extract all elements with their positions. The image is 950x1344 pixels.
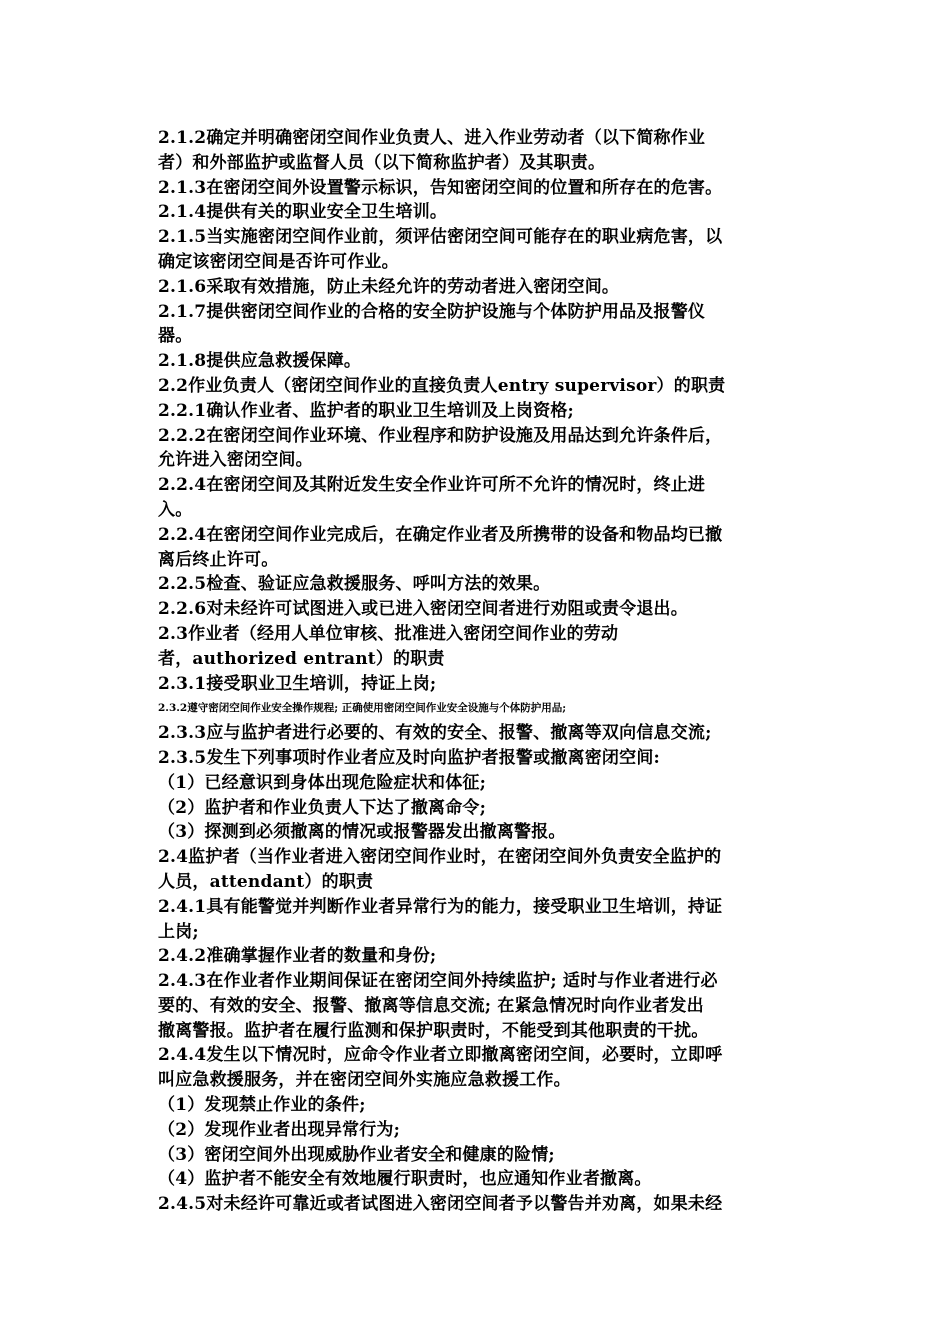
text-line: 2.1.6采取有效措施，防止未经允许的劳动者进入密闭空间。 (158, 276, 620, 297)
text-line: 2.1.7提供密闭空间作业的合格的安全防护设施与个体防护用品及报警仪 (158, 301, 706, 322)
text-line: 2.2.1确认作业者、监护者的职业卫生培训及上岗资格; (158, 400, 574, 421)
text-line: 2.1.8提供应急救援保障。 (158, 351, 362, 372)
list-item: （3）密闭空间外出现威胁作业者安全和健康的险情; (158, 1144, 555, 1165)
text-line: 2.1.4提供有关的职业安全卫生培训。 (158, 202, 448, 223)
text-line: 离后终止许可。 (158, 549, 279, 570)
section-heading: 2.2作业负责人（密闭空间作业的直接负责人entry supervisor）的职责 (158, 375, 726, 396)
text-line: 2.1.2确定并明确密闭空间作业负责人、进入作业劳动者（以下简称作业 (158, 128, 706, 148)
text-line: 上岗; (158, 921, 199, 942)
section-heading: 2.4监护者（当作业者进入密闭空间作业时，在密闭空间外负责安全监护的 (158, 847, 722, 868)
section-heading: 2.3作业者（经用人单位审核、批准进入密闭空间作业的劳动 (158, 623, 619, 644)
text-line: 要的、有效的安全、报警、撤离等信息交流; 在紧急情况时向作业者发出 (158, 995, 704, 1016)
small-text-line: 2.3.2遵守密闭空间作业安全操作规程; 正确使用密闭空间作业安全设施与个体防护用品; (158, 702, 567, 715)
list-item: （4）监护者不能安全有效地履行职责时，也应通知作业者撤离。 (158, 1169, 652, 1190)
text-line: 2.1.5当实施密闭空间作业前，须评估密闭空间可能存在的职业病危害，以 (158, 227, 723, 248)
text-line: 者）和外部监护或监督人员（以下简称监护者）及其职责。 (158, 152, 606, 173)
text-line: 2.4.2准确掌握作业者的数量和身份; (158, 946, 437, 967)
text-line: 入。 (158, 499, 193, 520)
text-line: 2.1.3在密闭空间外设置警示标识，告知密闭空间的位置和所存在的危害。 (158, 177, 723, 198)
text-line: 确定该密闭空间是否许可作业。 (158, 251, 399, 272)
text-line: 器。 (158, 326, 193, 347)
text-line: 2.4.3在作业者作业期间保证在密闭空间外持续监护; 适时与作业者进行必 (158, 971, 718, 992)
text-line: 2.3.3应与监护者进行必要的、有效的安全、报警、撤离等双向信息交流; (158, 723, 712, 744)
text-line: 2.3.1接受职业卫生培训，持证上岗; (158, 673, 437, 694)
text-line: 2.2.4在密闭空间作业完成后，在确定作业者及所携带的设备和物品均已撤 (158, 524, 723, 545)
text-line: 叫应急救援服务，并在密闭空间外实施应急救援工作。 (158, 1070, 571, 1091)
text-line: 2.4.5对未经许可靠近或者试图进入密闭空间者予以警告并劝离，如果未经 (158, 1194, 723, 1215)
text-line: 2.3.5发生下列事项时作业者应及时向监护者报警或撤离密闭空间: (158, 747, 660, 768)
section-heading: 人员，attendant）的职责 (158, 871, 374, 892)
document-page (158, 126, 798, 1217)
text-line: 2.2.4在密闭空间及其附近发生安全作业许可所不允许的情况时，终止进 (158, 475, 706, 496)
list-item: （1）发现禁止作业的条件; (158, 1095, 366, 1116)
list-item: （1）已经意识到身体出现危险症状和体征; (158, 772, 487, 793)
text-line: 2.4.4发生以下情况时，应命令作业者立即撤离密闭空间，必要时，立即呼 (158, 1045, 723, 1066)
text-line: 2.4.1具有能警觉并判断作业者异常行为的能力，接受职业卫生培训，持证 (158, 896, 723, 917)
list-item: （3）探测到必须撤离的情况或报警器发出撤离警报。 (158, 822, 566, 843)
text-line: 2.2.6对未经许可试图进入或已进入密闭空间者进行劝阻或责令退出。 (158, 599, 688, 620)
section-heading: 者，authorized entrant）的职责 (158, 648, 445, 669)
list-item: （2）发现作业者出现异常行为; (158, 1119, 401, 1140)
text-line: 2.2.5检查、验证应急救援服务、呼叫方法的效果。 (158, 574, 551, 595)
text-line: 撤离警报。监护者在履行监测和保护职责时，不能受到其他职责的干扰。 (158, 1020, 709, 1041)
text-line: 2.2.2在密闭空间作业环境、作业程序和防护设施及用品达到允许条件后， (158, 425, 723, 446)
text-line: 允许进入密闭空间。 (158, 450, 313, 471)
list-item: （2）监护者和作业负责人下达了撤离命令; (158, 797, 487, 818)
